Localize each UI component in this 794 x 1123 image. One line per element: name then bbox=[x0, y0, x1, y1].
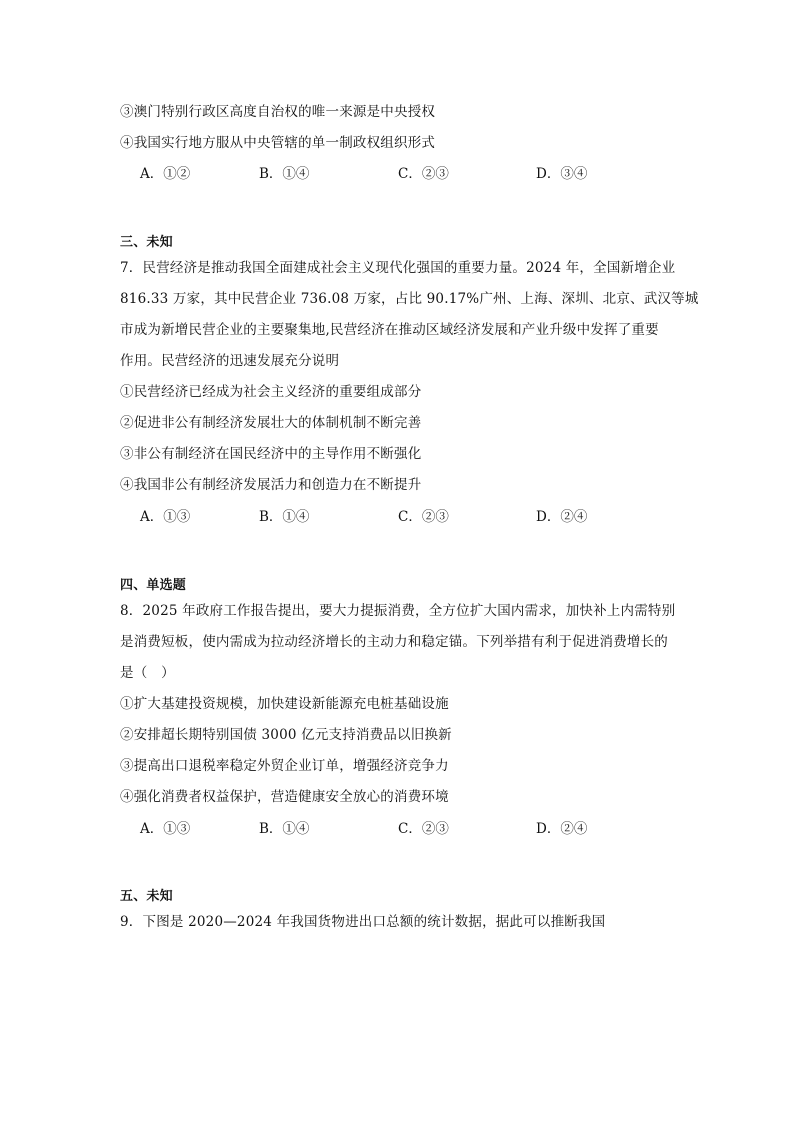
section-4-heading: 四、单选题 bbox=[120, 578, 187, 593]
q7-stem-line-4: 作用。民营经济的迅速发展充分说明 bbox=[120, 353, 340, 369]
q9-stem-line-1: 9．下图是 2020—2024 年我国货物进出口总额的统计数据，据此可以推断我国 bbox=[120, 914, 606, 930]
section-5-heading: 五、未知 bbox=[120, 889, 173, 904]
q8-option-b[interactable]: B．①④ bbox=[259, 821, 310, 837]
q7-option-c[interactable]: C．②③ bbox=[398, 509, 449, 525]
q7-stem-line-1: 7．民营经济是推动我国全面建成社会主义现代化强国的重要力量。2024 年，全国新增企业 bbox=[120, 260, 676, 276]
q8-item-4: ④强化消费者权益保护，营造健康安全放心的消费环境 bbox=[120, 789, 449, 805]
q7-option-d[interactable]: D．②④ bbox=[536, 509, 588, 525]
section-3-heading: 三、未知 bbox=[120, 235, 173, 250]
q7-option-b[interactable]: B．①④ bbox=[259, 509, 310, 525]
q8-option-a[interactable]: A．①③ bbox=[140, 821, 191, 837]
q8-option-d[interactable]: D．②④ bbox=[536, 821, 588, 837]
q7-options bbox=[140, 507, 660, 527]
q7-stem-line-2: 816.33 万家，其中民营企业 736.08 万家，占比 90.17%广州、上海、深圳、北京、武汉等城 bbox=[120, 291, 699, 307]
q7-option-a[interactable]: A．①③ bbox=[140, 509, 191, 525]
q6-item-3: ③澳门特别行政区高度自治权的唯一来源是中央授权 bbox=[120, 104, 436, 120]
q8-stem-line-2: 是消费短板，使内需成为拉动经济增长的主动力和稳定锚。下列举措有利于促进消费增长的 bbox=[120, 634, 668, 650]
q6-option-c[interactable]: C．②③ bbox=[398, 166, 449, 182]
q8-stem-line-1: 8．2025 年政府工作报告提出，要大力提振消费，全方位扩大国内需求，加快补上内需特别 bbox=[120, 603, 676, 619]
q6-item-4: ④我国实行地方服从中央管辖的单一制政权组织形式 bbox=[120, 135, 436, 151]
q7-item-4: ④我国非公有制经济发展活力和创造力在不断提升 bbox=[120, 477, 422, 493]
q8-item-2: ②安排超长期特别国债 3000 亿元支持消费品以旧换新 bbox=[120, 727, 452, 743]
q6-option-d[interactable]: D．③④ bbox=[536, 166, 588, 182]
q6-option-b[interactable]: B．①④ bbox=[259, 166, 310, 182]
q8-item-1: ①扩大基建投资规模，加快建设新能源充电桩基础设施 bbox=[120, 696, 449, 712]
q7-stem-line-3: 市成为新增民营企业的主要聚集地,民营经济在推动区域经济发展和产业升级中发挥了重要 bbox=[120, 322, 659, 338]
q7-item-1: ①民营经济已经成为社会主义经济的重要组成部分 bbox=[120, 384, 422, 400]
q7-item-3: ③非公有制经济在国民经济中的主导作用不断强化 bbox=[120, 446, 422, 462]
q8-stem-line-3: 是（ ） bbox=[120, 665, 175, 681]
q6-option-a[interactable]: A．①② bbox=[140, 166, 191, 182]
q6-options bbox=[140, 164, 660, 184]
q8-options bbox=[140, 819, 660, 839]
q7-item-2: ②促进非公有制经济发展壮大的体制机制不断完善 bbox=[120, 415, 422, 431]
q8-item-3: ③提高出口退税率稳定外贸企业订单，增强经济竞争力 bbox=[120, 758, 449, 774]
q8-option-c[interactable]: C．②③ bbox=[398, 821, 449, 837]
